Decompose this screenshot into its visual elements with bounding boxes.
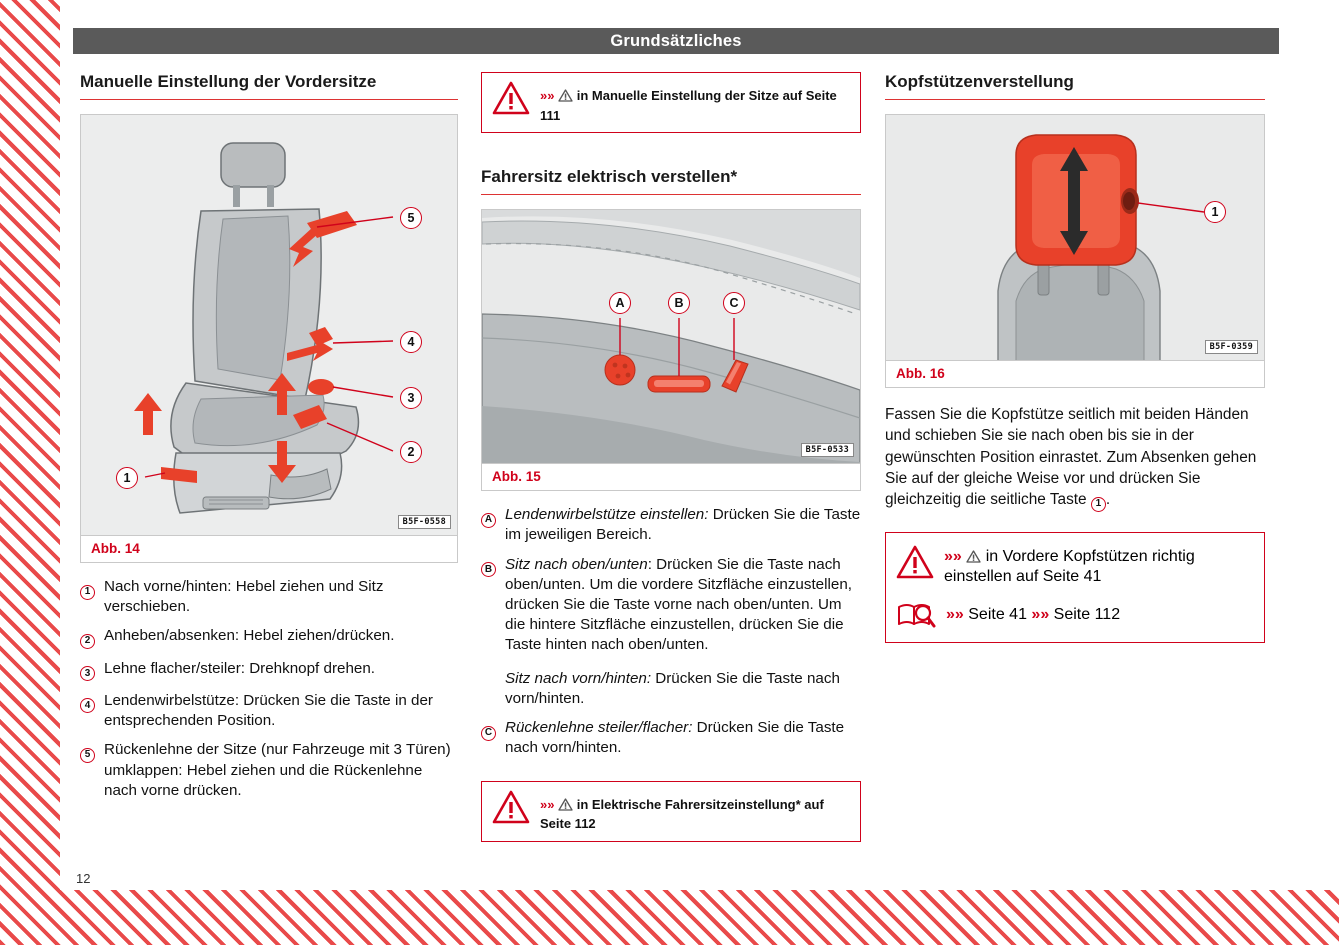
arrow-marker: »» <box>540 88 555 103</box>
item-letter-empty <box>481 669 505 709</box>
item-number: 3 <box>80 659 104 682</box>
warning-triangle-inline-icon <box>558 798 573 816</box>
note-manual-seat-reference <box>481 72 861 133</box>
item-body: : Drücken Sie die Taste nach oben/unten. Um die vordere Sitzfläche einzustellen, drücken Sie die Taste vorne nach oben/unten. Um die hintere Sitzfläche einzustellen, drücken Sie die Taste hinten nach oben/unten. <box>505 555 852 654</box>
arrow-marker-1: »» <box>946 605 964 623</box>
item-letter: C <box>481 718 505 758</box>
decorative-hatch-bottom <box>0 890 1339 945</box>
item-text: Nach vorne/hinten: Hebel ziehen und Sitz verschieben. <box>104 578 384 616</box>
item-text: Anheben/absenken: Hebel ziehen/drücken. <box>104 627 395 645</box>
inline-callout-1: 1 <box>1091 497 1106 512</box>
warning-triangle-inline-icon <box>966 550 981 568</box>
item-lead: Rückenlehne steiler/flacher: <box>505 719 693 737</box>
note-reference-text: in Manuelle Einstellung der Sitze auf Seite 111 <box>540 88 837 123</box>
note-headrest-seealso <box>896 592 1254 634</box>
list-item <box>481 555 861 656</box>
headrest-illustration <box>886 115 1264 360</box>
column-left <box>80 72 458 810</box>
headrest-paragraph-end: . <box>1105 491 1111 508</box>
section-heading-headrest: Kopfstützenverstellung <box>885 72 1265 100</box>
list-item <box>80 577 458 617</box>
figure-16-code: B5F-0359 <box>1205 340 1258 354</box>
headrest-paragraph-text: Fassen Sie die Kopfstütze seitlich mit beiden Händen und schieben Sie sie nach oben bis sie in der gewünschten Position einrastet. Zum Absenken gehen Sie auf der gleiche Weise vor und drücken Sie gleichzeitig die seitliche Taste <box>885 406 1257 508</box>
item-lead: Sitz nach vorn/hinten: <box>505 669 652 687</box>
callout-5: 5 <box>400 207 422 229</box>
page-ref-2: Seite 112 <box>1053 605 1121 623</box>
note-reference-text: in Vordere Kopfstützen richtig einstellen auf Seite 41 <box>944 547 1195 585</box>
list-item <box>80 691 458 731</box>
callout-c: C <box>723 292 745 314</box>
page-ref-1: Seite 41 <box>968 605 1027 623</box>
figure-16-image <box>886 115 1264 360</box>
item-text: Rückenlehne der Sitze (nur Fahrzeuge mit 3 Türen) umklappen: Hebel ziehen und die Rückenlehne nach vorne drücken. <box>104 741 451 799</box>
figure-15-caption: Abb. 15 <box>482 463 860 490</box>
callout-1: 1 <box>116 467 138 489</box>
figure-16-caption: Abb. 16 <box>886 360 1264 387</box>
figure-15-image <box>482 210 860 463</box>
arrow-marker: »» <box>944 547 962 565</box>
section-heading-electric-seat: Fahrersitz elektrisch verstellen* <box>481 167 861 195</box>
item-letter: A <box>481 505 505 545</box>
column-right <box>885 72 1265 643</box>
item-text <box>505 505 861 545</box>
note-text <box>944 545 1254 586</box>
item-letter: B <box>481 555 505 656</box>
figure-14-image <box>81 115 457 535</box>
item-text: Lendenwirbelstütze: Drücken Sie die Taste in der entsprechenden Position. <box>104 691 433 730</box>
list-item <box>481 505 861 545</box>
figure-15 <box>481 209 861 491</box>
item-number: 4 <box>80 691 104 731</box>
list-item <box>80 659 458 682</box>
item-text: Lehne flacher/steiler: Drehknopf drehen. <box>104 659 376 677</box>
arrow-marker-2: »» <box>1031 605 1050 623</box>
warning-triangle-icon <box>492 790 530 824</box>
item-number: 1 <box>80 577 104 617</box>
decorative-hatch-left <box>0 0 60 945</box>
item-text <box>505 669 861 709</box>
list-item <box>80 626 458 649</box>
figure-15-code: B5F-0533 <box>801 443 854 457</box>
callout-2: 2 <box>400 441 422 463</box>
page-content <box>60 0 1339 890</box>
callout-4: 4 <box>400 331 422 353</box>
note-text <box>946 606 1120 624</box>
arrow-marker: »» <box>540 796 555 812</box>
list-item <box>80 740 458 801</box>
item-number: 5 <box>80 740 104 801</box>
item-body: Drücken Sie die Taste nach vorn/hinten. <box>505 669 840 707</box>
callout-a: A <box>609 292 631 314</box>
note-headrest-warning <box>896 539 1254 592</box>
figure-14-caption: Abb. 14 <box>81 535 457 562</box>
item-lead: Sitz nach oben/unten <box>505 555 648 573</box>
page-header-title: Grundsätzliches <box>73 28 1279 54</box>
figure-14 <box>80 114 458 563</box>
note-text <box>540 81 850 124</box>
item-text <box>505 555 861 656</box>
callout-1: 1 <box>1204 201 1226 223</box>
page-number: 12 <box>76 871 91 886</box>
electric-seat-list <box>481 505 861 758</box>
note-text <box>540 790 850 833</box>
front-seat-illustration <box>81 115 457 535</box>
note-reference-text: in Elektrische Fahrersitzeinstellung* auf Seite 112 <box>540 796 824 832</box>
electric-seat-controls-illustration <box>482 210 860 463</box>
warning-triangle-inline-icon <box>558 89 573 107</box>
figure-16 <box>885 114 1265 388</box>
list-item <box>481 718 861 758</box>
item-body: Drücken Sie die Taste nach vorn/hinten. <box>505 719 845 757</box>
list-item <box>481 669 861 709</box>
figure-14-code: B5F-0558 <box>398 515 451 529</box>
headrest-paragraph <box>885 404 1265 512</box>
warning-triangle-icon <box>896 545 934 579</box>
callout-3: 3 <box>400 387 422 409</box>
warning-triangle-icon <box>492 81 530 115</box>
section-heading-manual-seat: Manuelle Einstellung der Vordersitze <box>80 72 458 100</box>
note-electric-seat-reference <box>481 781 861 842</box>
note-headrest-group <box>885 532 1265 643</box>
callout-b: B <box>668 292 690 314</box>
manual-seat-list <box>80 577 458 801</box>
item-lead: Lendenwirbelstütze einstellen: <box>505 506 709 524</box>
item-text <box>505 718 861 758</box>
item-number: 2 <box>80 626 104 649</box>
column-middle <box>481 72 861 842</box>
book-search-icon <box>896 600 936 630</box>
item-body: Drücken Sie die Taste im jeweiligen Bereich. <box>505 506 861 544</box>
